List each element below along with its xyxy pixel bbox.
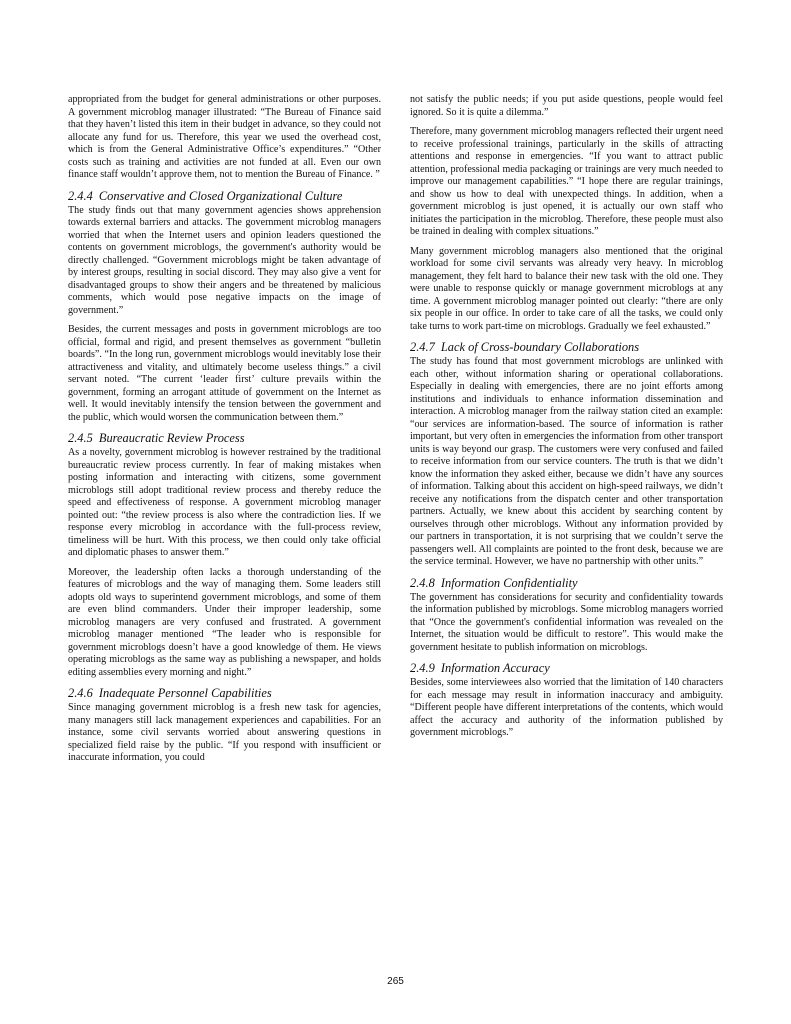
- paragraph: appropriated from the budget for general administrations or other purposes. A government microblog manager illustrated: “The Bureau of Finance said that they haven’t listed this item in their budget in advance, so they could not allocate any fund for us. Therefore, this year we used the overhead cost, which is from the General Administrative Office’s expenditures.” “Other costs such as training and activities are not funded at all. Even our own finance staff wouldn’t approve them, not to mention the Bureau of Finance. ”: [68, 94, 381, 180]
- section-number: 2.4.4: [68, 188, 93, 203]
- paragraph: Moreover, the leadership often lacks a thorough understanding of the features of microblogs and the way of managing them. Some leaders still adopts old ways to superintend government microblogs, and some of them are even blind commanders. Under their improper leadership, some microblog managers are very confused and frustrated. A government microblog manager mentioned “The leader who is responsible for government microblogs doesn’t have a good knowledge of them. He views operating microblogs as the same way as publishing a newspaper, and holds editing assemblies every morning and night.”: [68, 566, 381, 678]
- section-number: 2.4.7: [410, 340, 435, 354]
- paragraph: The study finds out that many government agencies shows apprehension towards external barriers and attacks. The government microblog managers worried that when the Internet users and opinion leaders questioned the contents on government microblogs, the government's authority would be directly challenged. “Government microblogs might be taken advantage of by interest groups, resulting in social discord. They may also give a vent for disadvantaged groups to show their angers and be threatened by malicious comments, which would pose negative impacts on the image of government.”: [68, 204, 381, 316]
- paragraph: Since managing government microblog is a fresh new task for agencies, many managers still lack management experiences and capabilities. For an instance, some civil servants worried about answering questions in specialized field raise by the public. “If you respond with insufficient or inaccurate information, you could: [68, 702, 381, 763]
- paragraph: Many government microblog managers also mentioned that the original workload for some civil servants was already very heavy. In microblog management, they felt hard to balance their new task with the old one. They were unable to response quickly or manage government microblogs at any time. A government microblog manager pointed out clearly: “there are only six people in our office. In order to take care of all the tasks, we could only take turns to work part-time on microblogs. Gradually we feel exhausted.”: [410, 245, 723, 332]
- section-title: Inadequate Personnel Capabilities: [98, 686, 272, 700]
- section-heading: [410, 661, 723, 676]
- left-column: [68, 94, 381, 772]
- page-number: 265: [387, 976, 404, 987]
- section-number: 2.4.5: [68, 431, 93, 445]
- section-heading: [68, 189, 381, 204]
- section-title: Bureaucratic Review Process: [98, 431, 245, 445]
- paragraph: As a novelty, government microblog is however restrained by the traditional bureaucratic review process currently. In fear of making mistakes when posting information and interacting with citizens, some government microblogs still adopt traditional review process and thereby reduce the speed and effectiveness of response. A government microblog manager pointed out: “the review process is also where the contradiction lies. If we response every microblog in accordance with the full-process review, timeliness will be hurt. With this process, we then could only take official and diplomatic phases to answer them.”: [68, 447, 381, 558]
- right-column: [410, 94, 723, 747]
- paragraph: Besides, the current messages and posts in government microblogs are too official, formal and rigid, and present themselves as government “bulletin boards”. “In the long run, government microblogs would inevitably lose their attractiveness and vitality, and ultimately become useless things.” a civil servant noted. “The current ‘leader first’ culture prevails within the government, forming an arrogant attitude of government on the Internet as well. It would inevitably intensify the tension between the government and the public, which would worsen the communication between them.”: [68, 324, 381, 423]
- section-title: Information Accuracy: [440, 661, 550, 675]
- section-heading: [410, 576, 723, 591]
- paragraph: Besides, some interviewees also worried that the limitation of 140 characters for each message may result in information inaccuracy and ambiguity. “Different people have different interpretations of the contents, which would affect the accuracy and authority of the information published by government microblogs.”: [410, 677, 723, 738]
- section-heading: [68, 686, 381, 701]
- section-number: 2.4.8: [410, 575, 435, 590]
- section-number: 2.4.9: [410, 661, 435, 675]
- paragraph: The study has found that most government microblogs are unlinked with each other, without information sharing or operational collaborations. Especially in dealing with emergencies, there are no joint efforts among institutions and individuals to enhance information dissemination and interaction. A microblog manager from the railway station cited an example: “our services are information-based. The source of information is rather important, but very often in emergencies the information from other transport units is way beyond our grasp. The customers were very confused and failed to receive information from our service counters. The truth is that we didn’t know the information they asked either, because we didn’t have any sources of information. Talking about this accident on high-speed railways, we didn’t receive any notifications from the dispatch center and other transportation partners. Actually, we knew about this accident by searching content by ourselves through other microblogs. Without any information provided by our partners in transportation, it is not surprising that we couldn’t serve the passengers well. All complaints are pointed to the front desk, because we are the service terminal. However, we have no partnership with other units.”: [410, 356, 723, 567]
- paragraph: Therefore, many government microblog managers reflected their urgent need to receive professional trainings, particularly in the skills of attracting attentions and response in emergencies. “If you want to attract public attention, professional media packaging or trainings are very much needed to improve our management capabilities.” “I hope there are regular trainings, and show us how to deal with unexpected things. In addition, when a government microblog is just opened, it is actually our own staff who initiates the participation in the microblog. Therefore, these people must also be trained in dealing with complex situations.”: [410, 126, 723, 237]
- section-heading: [68, 431, 381, 446]
- section-title: Lack of Cross-boundary Collaborations: [440, 340, 640, 354]
- section-number: 2.4.6: [68, 686, 93, 700]
- section-heading: [410, 340, 723, 355]
- section-title: Conservative and Closed Organizational Culture: [98, 188, 343, 203]
- paragraph: not satisfy the public needs; if you put aside questions, people would feel ignored. So it is quite a dilemma.”: [410, 94, 723, 118]
- section-title: Information Confidentiality: [440, 575, 578, 590]
- paragraph: The government has considerations for security and confidentiality towards the information published by microblogs. Some microblog managers worried that “Once the government's confidential information was revealed on the Internet, the situation would be difficult to restore”. This would make the government hesitate to publish information on microblogs.: [410, 591, 723, 653]
